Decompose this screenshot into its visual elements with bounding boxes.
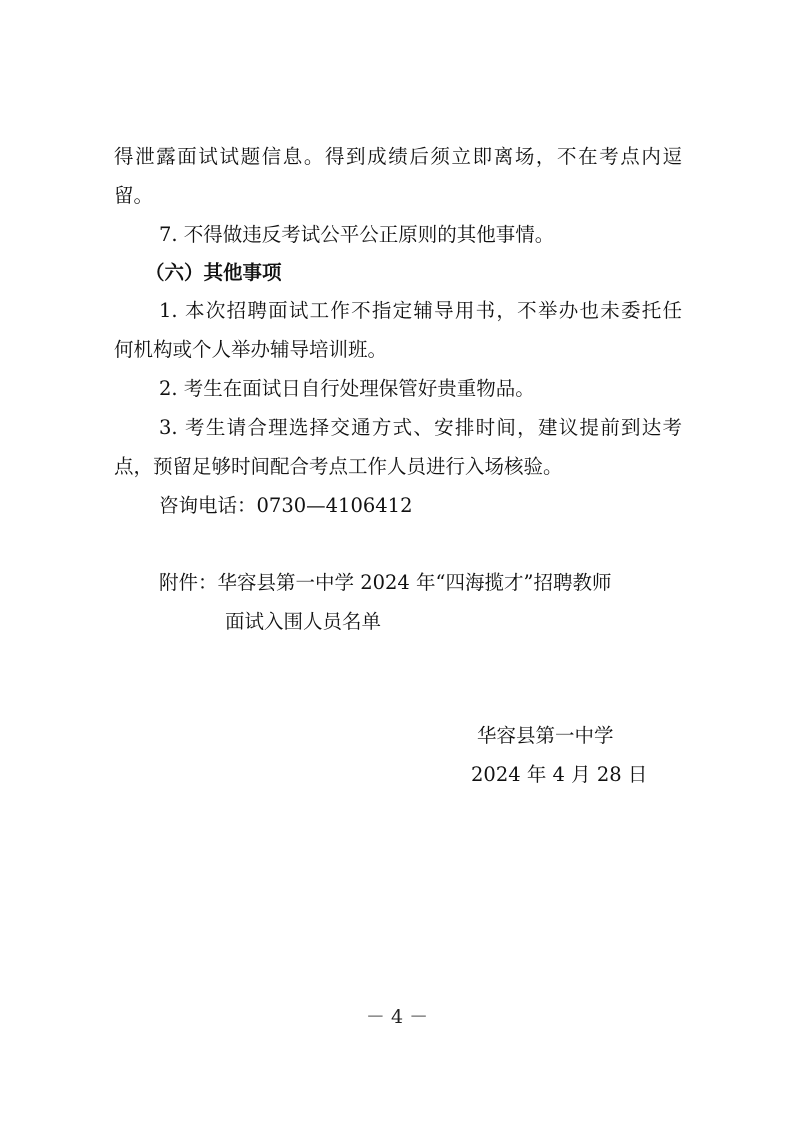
attachment-line-2: 面试入围人员名单 (225, 610, 382, 633)
intro-paragraph-line-2: 留。 (114, 184, 154, 207)
item-1-line-2: 何机构或个人举办辅导培训班。 (114, 338, 388, 361)
signature-organization: 华容县第一中学 (477, 724, 614, 747)
rule-7: 7. 不得做违反考试公平公正原则的其他事情。 (159, 223, 555, 246)
intro-paragraph-line-1: 得泄露面试试题信息。得到成绩后须立即离场，不在考点内逗 (114, 145, 682, 168)
page-number: － 4 － (365, 1006, 429, 1028)
signature-date: 2024 年 4 月 28 日 (471, 763, 648, 786)
item-1-line-1: 1. 本次招聘面试工作不指定辅导用书，不举办也未委托任 (159, 299, 682, 322)
item-3-line-1: 3. 考生请合理选择交通方式、安排时间，建议提前到达考 (159, 416, 682, 439)
item-2: 2. 考生在面试日自行处理保管好贵重物品。 (159, 377, 535, 400)
contact-phone: 咨询电话：0730—4106412 (159, 494, 413, 517)
attachment-line-1: 附件：华容县第一中学 2024 年“四海揽才”招聘教师 (159, 571, 612, 594)
section-heading: （六）其他事项 (145, 261, 282, 284)
item-3-line-2: 点，预留足够时间配合考点工作人员进行入场核验。 (114, 455, 563, 478)
